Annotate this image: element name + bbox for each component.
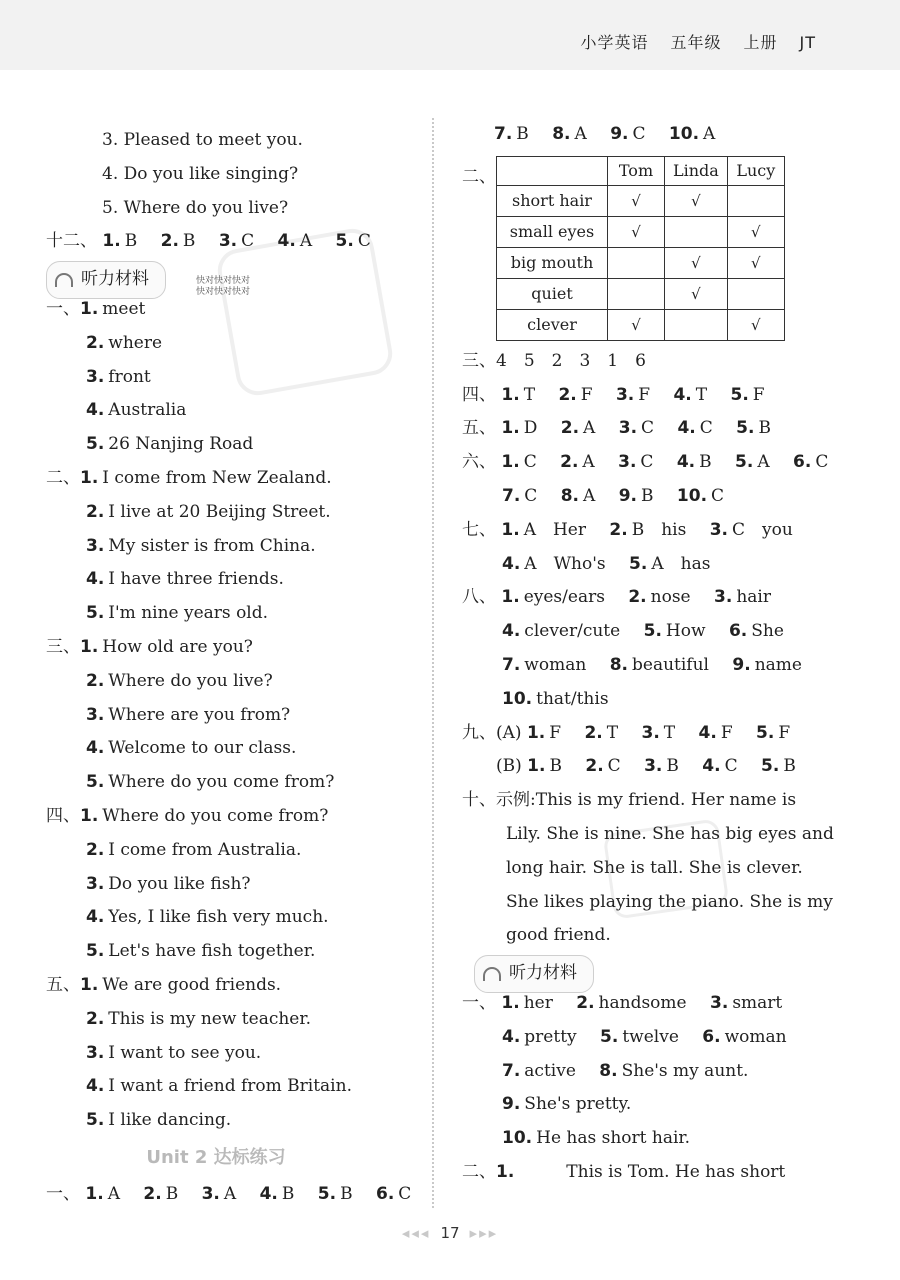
section-3: 三、4 5 2 3 1 6: [462, 350, 646, 371]
section-10: 十、示例:This is my friend. Her name is: [462, 790, 797, 811]
list-item: 3. My sister is from China.: [86, 535, 316, 556]
list-item: 10. He has short hair.: [502, 1128, 691, 1149]
table-row: small eyes √ √: [497, 216, 785, 247]
page-header: [0, 30, 900, 53]
list-item: 2. where: [86, 332, 163, 353]
answer-line: 4. Do you like singing?: [102, 163, 299, 184]
right-column: [462, 118, 882, 1190]
answer-line: 3. Pleased to meet you.: [102, 130, 303, 150]
paragraph-line: good friend.: [506, 925, 611, 946]
list-item: 5. 26 Nanjing Road: [86, 434, 254, 455]
section-9-b: (B) 1. B 2. C 3. B 4. C 5. B: [496, 756, 796, 777]
header-grade: 五年级: [670, 33, 722, 52]
table-row: big mouth √ √: [497, 247, 785, 278]
table-row: short hair √ √: [497, 185, 785, 216]
header-edition: JT: [799, 33, 816, 52]
paragraph-line: Lily. She is nine. She has big eyes and: [506, 823, 834, 844]
list-item: 5. I'm nine years old.: [86, 603, 269, 624]
table-row: quiet √: [497, 278, 785, 309]
unit2-section-1: 一、 1. A 2. B 3. A 4. B 5. B 6. C: [46, 1183, 412, 1204]
list-item: 二、1. I come from New Zealand.: [46, 467, 332, 488]
features-table: [496, 156, 785, 341]
list-item: 9. She's pretty.: [502, 1094, 632, 1115]
list-item: 5. Where do you come from?: [86, 772, 335, 793]
section-9: 九、(A) 1. F 2. T 3. T 4. F 5. F: [462, 722, 791, 743]
section-4: 四、 1. T 2. F 3. F 4. T 5. F: [462, 384, 765, 405]
watermark-note: 快对快对快对 快对快对快对: [196, 276, 251, 297]
list-item: 4. pretty 5. twelve 6. woman: [502, 1026, 787, 1047]
list-item: 4. I have three friends.: [86, 569, 284, 590]
list-item: 5. Let's have fish together.: [86, 941, 316, 962]
header-volume: 上册: [743, 33, 778, 52]
list-item: 3. front: [86, 366, 151, 387]
section-6-cont: 7. C 8. A 9. B 10. C: [502, 485, 725, 506]
list-item: 四、1. Where do you come from?: [46, 805, 329, 826]
section-7-cont: 4. A Who's 5. A has: [502, 553, 711, 574]
listening-section-2: 二、1. This is Tom. He has short: [462, 1161, 786, 1182]
left-column: [46, 124, 426, 1212]
list-item: 2. Where do you live?: [86, 670, 273, 691]
section-8: 八、 1. eyes/ears 2. nose 3. hair: [462, 587, 771, 608]
list-item: 4. I want a friend from Britain.: [86, 1076, 352, 1097]
list-item: 三、1. How old are you?: [46, 636, 253, 657]
list-item: 7. active 8. She's my aunt.: [502, 1060, 749, 1081]
header-subject: 小学英语: [580, 33, 649, 52]
answer-line: 7. B 8. A 9. C 10. A: [494, 124, 716, 144]
section-8-cont: 7. woman 8. beautiful 9. name: [502, 654, 802, 675]
section-8-cont: 4. clever/cute 5. How 6. She: [502, 621, 784, 642]
list-item: 4. Yes, I like fish very much.: [86, 907, 329, 928]
paragraph-line: long hair. She is tall. She is clever.: [506, 857, 803, 878]
table-section: [462, 156, 882, 341]
list-item: 5. I like dancing.: [86, 1110, 232, 1131]
list-item: 2. This is my new teacher.: [86, 1008, 312, 1029]
section-label: 十二、: [46, 231, 97, 252]
listening-badge: 听力材料: [46, 261, 166, 299]
section-label: 二、: [462, 166, 496, 187]
section-6: 六、 1. C 2. A 3. C 4. B 5. A 6. C: [462, 452, 829, 473]
answer-line: 5. Where do you live?: [102, 197, 289, 218]
list-item: 3. Where are you from?: [86, 704, 291, 725]
page-footer: [0, 1224, 900, 1242]
list-item: 2. I live at 20 Beijing Street.: [86, 501, 331, 522]
list-item: 一、1. meet: [46, 298, 146, 319]
section-5: 五、 1. D 2. A 3. C 4. C 5. B: [462, 418, 771, 439]
paragraph-line: She likes playing the piano. She is my: [506, 891, 833, 912]
listening-section-1: 一、 1. her 2. handsome 3. smart: [462, 992, 783, 1013]
section-8-cont: 10. that/this: [502, 688, 609, 709]
list-item: 4. Welcome to our class.: [86, 738, 297, 759]
table-row: clever √ √: [497, 309, 785, 340]
listening-header: [46, 259, 426, 293]
headphones-icon: [55, 273, 73, 287]
listening-badge: 听力材料: [474, 955, 594, 993]
listening-header: [462, 953, 882, 987]
table-header-row: Tom Linda Lucy: [497, 156, 785, 185]
next-arrows-icon: ▸▸▸: [469, 1224, 499, 1242]
headphones-icon: [483, 967, 501, 981]
page-number: 17: [440, 1224, 460, 1242]
unit-title: Unit 2 达标练习: [146, 1146, 286, 1168]
prev-arrows-icon: ◂◂◂: [401, 1224, 431, 1242]
list-item: 3. I want to see you.: [86, 1042, 262, 1063]
list-item: 3. Do you like fish?: [86, 873, 251, 894]
section-7: 七、 1. A Her 2. B his 3. C you: [462, 519, 793, 540]
column-divider: [432, 118, 434, 1208]
section-12: 十二、 1. B 2. B 3. C 4. A 5. C: [46, 225, 426, 259]
list-item: 2. I come from Australia.: [86, 839, 302, 860]
list-item: 五、1. We are good friends.: [46, 974, 282, 995]
list-item: 4. Australia: [86, 400, 187, 421]
